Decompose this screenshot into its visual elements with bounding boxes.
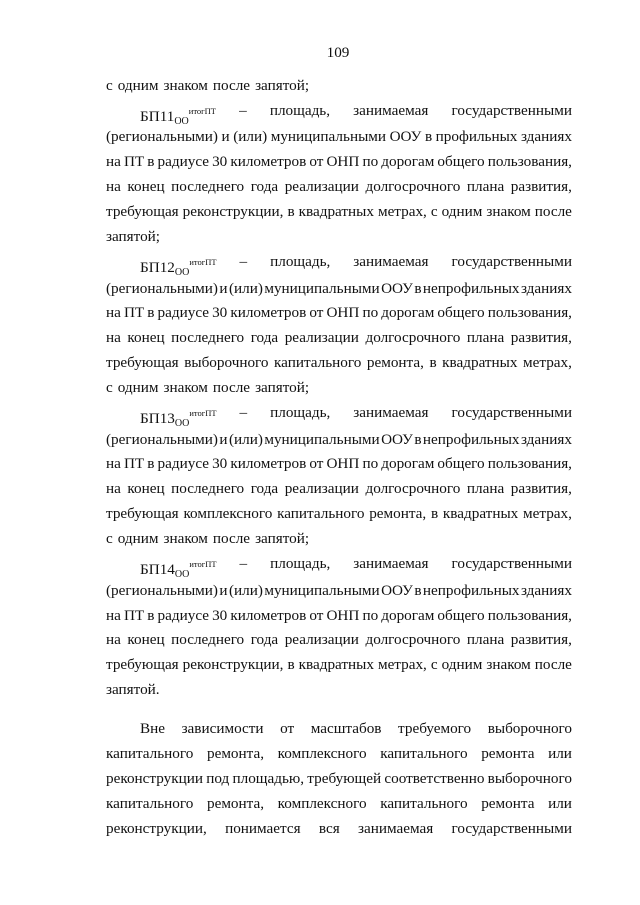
word: знаком (163, 77, 208, 94)
word: от (309, 606, 324, 624)
word: долгосрочного (365, 631, 461, 649)
text-line (106, 74, 572, 99)
word: (региональными) (106, 430, 218, 448)
text-line (106, 579, 572, 604)
word: ПТ (123, 606, 145, 624)
word: ПТ (123, 153, 145, 171)
word: конец (127, 480, 165, 498)
word: от (309, 304, 324, 322)
word: в (287, 203, 295, 221)
word: плана (466, 329, 505, 347)
text-line (106, 742, 572, 767)
word: дорогам (381, 153, 435, 171)
definition-first-line (106, 552, 572, 579)
word: одним (117, 379, 159, 397)
word: запятой; (255, 530, 310, 548)
word: конец (127, 178, 165, 196)
word: с (106, 379, 113, 397)
text-line (106, 477, 572, 502)
word: запятой; (255, 77, 310, 94)
word: и (219, 279, 228, 297)
word: в (287, 656, 295, 674)
word: профильных (435, 128, 518, 146)
word: в (424, 128, 433, 146)
word: (региональными) (106, 128, 218, 146)
word: реализации (284, 329, 359, 347)
word: в (147, 455, 155, 473)
word: ОНП (326, 304, 360, 322)
word: дорогам (381, 606, 435, 624)
word: на (106, 329, 121, 347)
word: пользования, (487, 304, 572, 322)
text-line (106, 502, 572, 527)
word: требующей (307, 769, 382, 787)
word: пользования, (487, 153, 572, 171)
definition-symbol: $БП13_{ОО}^{итогПТ}$ (140, 407, 217, 429)
word: (или) (228, 430, 263, 448)
word: требующая (106, 354, 179, 372)
word: зависимости (181, 720, 264, 738)
word: на (106, 631, 121, 649)
word: знаком (163, 379, 208, 397)
word: последнего (171, 480, 245, 498)
word: занимаемая (353, 555, 429, 573)
word: знаком (486, 203, 531, 221)
word: площадь, (269, 101, 331, 119)
word: ООУ (381, 430, 413, 448)
word: с (430, 656, 438, 674)
word: одним (117, 77, 159, 94)
word: государственными (451, 819, 572, 837)
word: непрофильных (422, 430, 520, 448)
word: комплексного (277, 794, 367, 812)
word: квадратных (298, 203, 374, 221)
word: километров (230, 304, 307, 322)
text-line (106, 326, 572, 351)
word: метрах, (523, 505, 572, 523)
text-line (106, 150, 572, 175)
word: площадью, (232, 769, 305, 787)
word: радиусе (157, 304, 209, 322)
word: комплексного (183, 505, 273, 523)
definition-dash: – (239, 403, 248, 421)
word: под (206, 769, 230, 787)
word: капитального (274, 354, 362, 372)
word: плана (466, 631, 505, 649)
word: требующая (106, 203, 179, 221)
word: 30 (212, 455, 228, 473)
word: на (106, 153, 121, 171)
definition-dash: – (239, 252, 248, 270)
word: непрофильных (422, 279, 520, 297)
text-line (106, 351, 572, 376)
text-line (106, 653, 572, 678)
word: ОНП (326, 455, 360, 473)
word: конец (127, 329, 165, 347)
word: и (221, 128, 230, 146)
word: реализации (284, 631, 359, 649)
word: знаком (486, 656, 531, 674)
word: или (548, 744, 572, 762)
word: квадратных (298, 656, 374, 674)
word: площадь, (270, 555, 331, 573)
word: радиусе (157, 153, 209, 171)
word: зданиях (520, 581, 572, 599)
word: в (430, 505, 439, 523)
word: радиусе (157, 606, 209, 624)
word: года (250, 329, 279, 347)
word: общего (437, 606, 485, 624)
text-line (106, 277, 572, 302)
word: в (414, 430, 422, 448)
word: ремонта (481, 794, 535, 812)
definition-symbol: $БП14_{ОО}^{итогПТ}$ (140, 559, 217, 581)
word: последнего (171, 329, 245, 347)
word: ремонта, (206, 794, 265, 812)
word: дорогам (381, 455, 435, 473)
text-line (106, 717, 572, 742)
word: одним (441, 656, 483, 674)
word: километров (230, 606, 307, 624)
word: выборочного (184, 354, 269, 372)
word: долгосрочного (365, 480, 461, 498)
word: капитального (106, 794, 194, 812)
word: развития, (510, 631, 572, 649)
word: ремонта (481, 744, 535, 762)
word: зданиях (520, 279, 572, 297)
word: в (414, 581, 422, 599)
word: от (309, 455, 324, 473)
word: занимаемая (353, 252, 429, 270)
word: (или) (228, 279, 263, 297)
word: ООУ (381, 581, 413, 599)
word: квадратных (442, 505, 519, 523)
text-line (106, 604, 572, 629)
word: по (362, 606, 379, 624)
word: реконструкции, (106, 819, 207, 837)
word: реконструкции, (182, 656, 284, 674)
text-line (106, 200, 572, 225)
word: на (106, 480, 121, 498)
text-line (106, 428, 572, 453)
word: зданиях (520, 430, 572, 448)
word: государственными (451, 555, 572, 573)
word: плана (466, 178, 505, 196)
word: государственными (451, 252, 572, 270)
word: после (212, 77, 251, 94)
word: государственными (451, 403, 572, 421)
word: капитального (380, 794, 468, 812)
text-line (106, 301, 572, 326)
word: муниципальными (264, 430, 380, 448)
word: в (147, 153, 155, 171)
text-line (106, 175, 572, 200)
word: года (250, 480, 279, 498)
word: на (106, 606, 121, 624)
word: плана (466, 480, 505, 498)
word: общего (437, 455, 485, 473)
text-line (106, 817, 572, 842)
definition-dash: – (239, 555, 248, 573)
definition-first-line (106, 401, 572, 428)
word: запятой; (106, 228, 161, 246)
word: после (534, 203, 572, 221)
word: в (147, 304, 155, 322)
word: на (106, 178, 121, 196)
definition-first-line (106, 99, 572, 126)
word: требующая (106, 505, 179, 523)
word: и (219, 581, 228, 599)
definition-first-line (106, 250, 572, 277)
word: метрах, (377, 656, 427, 674)
word: площадь, (270, 252, 331, 270)
word: долгосрочного (365, 329, 461, 347)
text-line (106, 225, 572, 250)
word: конец (127, 631, 165, 649)
page-number: 109 (326, 44, 350, 61)
word: по (362, 455, 379, 473)
word: вся (318, 819, 340, 837)
word: километров (230, 455, 307, 473)
word: с (106, 77, 113, 94)
word: муниципальными (264, 581, 380, 599)
text-line (106, 678, 572, 703)
word: с (430, 203, 438, 221)
word: занимаемая (358, 819, 434, 837)
text-line (106, 125, 572, 150)
word: на (106, 455, 121, 473)
word: в (147, 606, 155, 624)
text-line (106, 527, 572, 552)
word: занимаемая (353, 403, 429, 421)
word: государственными (451, 101, 572, 119)
text-line (106, 792, 572, 817)
text-line (106, 452, 572, 477)
word: ПТ (123, 455, 145, 473)
word: дорогам (381, 304, 435, 322)
word: от (309, 153, 324, 171)
word: в (429, 354, 437, 372)
word: одним (117, 530, 159, 548)
word: и (219, 430, 228, 448)
word: общего (437, 153, 485, 171)
word: 30 (212, 606, 228, 624)
word: долгосрочного (365, 178, 461, 196)
word: реконструкции, (182, 203, 284, 221)
word: (или) (228, 581, 263, 599)
word: ремонта, (206, 744, 265, 762)
word: метрах, (377, 203, 427, 221)
word: выборочного (487, 720, 572, 738)
text-line (106, 628, 572, 653)
word: реализации (284, 178, 359, 196)
word: по (362, 304, 379, 322)
word: площадь, (270, 403, 331, 421)
word: или (548, 794, 572, 812)
word: в (414, 279, 422, 297)
word: с (106, 530, 113, 548)
word: реализации (284, 480, 359, 498)
word: понимается (225, 819, 301, 837)
word: капитального (380, 744, 468, 762)
word: развития, (510, 178, 572, 196)
word: муниципальными (264, 279, 380, 297)
word: запятой; (255, 379, 310, 397)
definition-symbol: $БП12_{ОО}^{итогПТ}$ (140, 256, 217, 278)
word: километров (230, 153, 307, 171)
word: (региональными) (106, 581, 218, 599)
word: масштабов (310, 720, 382, 738)
word: знаком (163, 530, 208, 548)
definition-dash: – (239, 101, 247, 119)
word: ООУ (381, 279, 413, 297)
word: реконструкции (106, 769, 203, 787)
word: после (212, 530, 251, 548)
document-body (106, 74, 572, 842)
word: зданиях (520, 128, 572, 146)
word: требующая (106, 656, 179, 674)
word: ОНП (326, 606, 360, 624)
word: ООУ (389, 128, 422, 146)
word: занимаемая (353, 101, 429, 119)
word: одним (441, 203, 483, 221)
word: метрах, (523, 354, 572, 372)
paragraph-gap (106, 703, 572, 717)
word: 30 (212, 153, 228, 171)
word: пользования, (487, 455, 572, 473)
text-line (106, 376, 572, 401)
word: последнего (171, 178, 245, 196)
word: (или) (233, 128, 268, 146)
word: общего (437, 304, 485, 322)
text-line (106, 767, 572, 792)
word: ремонта, (366, 354, 424, 372)
word: развития, (510, 329, 572, 347)
word: Вне (140, 720, 165, 738)
word: (региональными) (106, 279, 218, 297)
word: соответственно (384, 769, 485, 787)
word: развития, (510, 480, 572, 498)
word: по (362, 153, 379, 171)
word: от (280, 720, 295, 738)
word: пользования, (487, 606, 572, 624)
word: муниципальными (270, 128, 387, 146)
word: последнего (171, 631, 245, 649)
definition-symbol: $БП11_{ОО}^{итогПТ}$ (140, 105, 216, 127)
word: на (106, 304, 121, 322)
word: радиусе (157, 455, 209, 473)
word: после (212, 379, 251, 397)
word: непрофильных (422, 581, 520, 599)
word: года (250, 178, 279, 196)
word: капитального (106, 744, 194, 762)
word: после (534, 656, 572, 674)
word: года (250, 631, 279, 649)
word: ремонта, (369, 505, 427, 523)
word: капитального (277, 505, 365, 523)
word: ПТ (123, 304, 145, 322)
word: выборочного (487, 769, 572, 787)
word: запятой. (106, 681, 160, 699)
word: 30 (212, 304, 228, 322)
word: комплексного (277, 744, 367, 762)
word: ОНП (326, 153, 360, 171)
word: требуемого (398, 720, 472, 738)
word: квадратных (442, 354, 518, 372)
